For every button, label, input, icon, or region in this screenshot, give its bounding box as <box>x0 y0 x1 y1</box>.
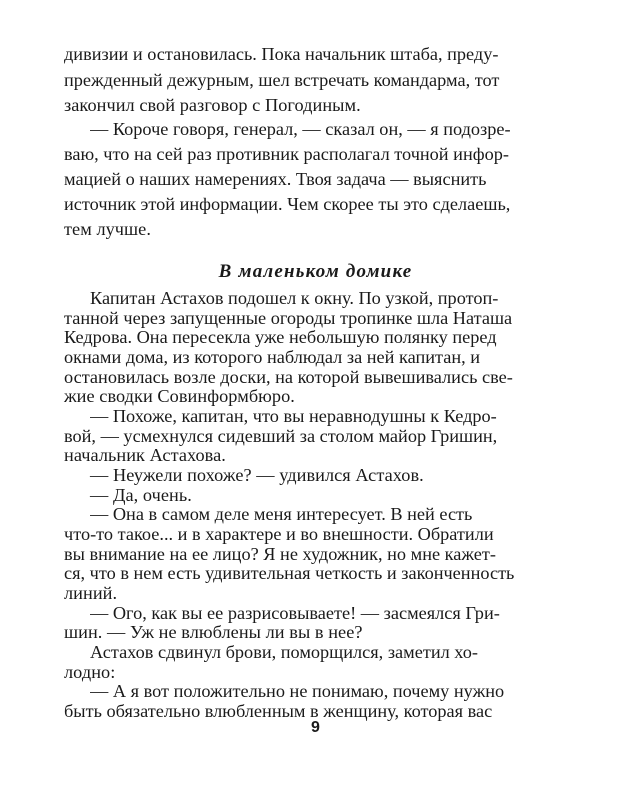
text-line: жие сводки Совинформбюро. <box>64 386 295 406</box>
text-line: — Похоже, капитан, что вы неравнодушны к Кедро- <box>90 406 497 426</box>
text-line: Кедрова. Она пересекла уже небольшую полянку перед <box>64 327 497 347</box>
text-line: ваю, что на сей раз противник располагал точной инфор- <box>64 144 509 164</box>
text-line: — А я вот положительно не понимаю, почему нужно <box>90 681 505 701</box>
text-line: дивизии и остановилась. Пока начальник штаба, преду- <box>64 44 499 64</box>
text-line: закончил свой разговор с Погодиным. <box>64 95 361 115</box>
text-line: тем лучше. <box>64 219 151 239</box>
chapter-heading: В маленьком домике <box>218 261 413 282</box>
text-line: — Ого, как вы ее разрисовываете! — засмеялся Гри- <box>90 603 500 623</box>
text-line: Астахов сдвинул брови, поморщился, заметил хо- <box>90 642 478 662</box>
page-number: 9 <box>311 719 320 736</box>
text-line: — Неужели похоже? — удивился Астахов. <box>90 465 424 485</box>
text-line: быть обязательно влюбленным в женщину, которая вас <box>64 701 493 721</box>
text-line: ся, что в нем есть удивительная четкость и законченность <box>64 563 515 583</box>
text-line: Капитан Астахов подошел к окну. По узкой, протоп- <box>90 288 499 308</box>
text-line: прежденный дежурным, шел встречать командарма, тот <box>64 70 500 90</box>
text-line: — Да, очень. <box>90 485 192 505</box>
text-line: танной через запущенные огороды тропинке шла Наташа <box>64 308 513 328</box>
text-line: — Короче говоря, генерал, — сказал он, — я подозре- <box>90 119 511 139</box>
text-line: остановилась возле доски, на которой вывешивались све- <box>64 367 513 387</box>
text-line: окнами дома, из которого наблюдал за ней капитан, и <box>64 347 481 367</box>
text-line: мацией о наших намерениях. Твоя задача — выяснить <box>64 169 487 189</box>
text-line: начальник Астахова. <box>64 445 226 465</box>
text-line: шин. — Уж не влюблены ли вы в нее? <box>64 622 363 642</box>
text-line: лодно: <box>64 662 116 682</box>
text-line: линий. <box>64 583 118 603</box>
text-line: вой, — усмехнулся сидевший за столом майор Гришин, <box>64 426 498 446</box>
text-line: что-то такое... и в характере и во внешности. Обратили <box>64 524 494 544</box>
text-line: вы внимание на ее лицо? Я не художник, но мне кажет- <box>64 544 496 564</box>
text-line: — Она в самом деле меня интересует. В ней есть <box>90 504 473 524</box>
text-line: источник этой информации. Чем скорее ты это сделаешь, <box>64 194 511 214</box>
